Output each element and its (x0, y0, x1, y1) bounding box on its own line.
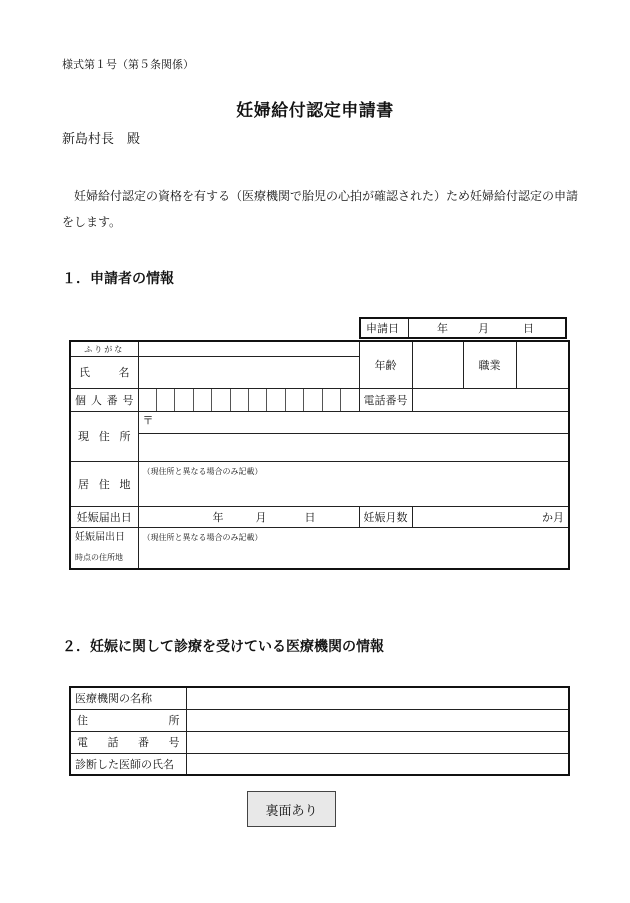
notice-address-label-line1: 妊娠届出日 (75, 531, 125, 543)
form-number: 様式第１号（第５条関係） (62, 58, 194, 71)
current-address-label-cell (70, 411, 138, 461)
months-unit: か月 (542, 510, 564, 524)
application-date-label: 申請日 (361, 319, 409, 337)
pregnancy-months-label: 妊娠月数 (359, 506, 412, 527)
facility-address-input[interactable] (186, 709, 569, 731)
facility-phone-input[interactable] (186, 731, 569, 753)
name-label-char: 氏 (79, 366, 90, 379)
month-unit: 月 (478, 322, 489, 335)
doctor-name-label: 診断した医師の氏名 (70, 753, 186, 775)
postal-mark: 〒 (142, 413, 154, 427)
label-char: 住 (98, 477, 110, 491)
furigana-input[interactable] (138, 341, 359, 356)
name-label-char: 名 (118, 366, 130, 379)
notice-address-input[interactable] (138, 527, 569, 569)
notice-address-note: （現住所と異なる場合のみ記載） (142, 532, 263, 542)
name-input[interactable] (138, 356, 359, 388)
back-side-button[interactable]: 裏面あり (247, 791, 336, 827)
year-unit: 年 (212, 510, 224, 524)
facility-phone-label-cell (70, 731, 186, 753)
label-char: 所 (168, 714, 180, 727)
pregnancy-notice-date-input[interactable] (138, 506, 359, 527)
label-char: 地 (119, 477, 131, 491)
age-input[interactable] (412, 341, 463, 388)
section-heading-medical: ２．妊娠に関して診療を受けている医療機関の情報 (62, 639, 384, 655)
postal-code-input[interactable] (138, 411, 569, 433)
label-char: 住 (98, 430, 110, 443)
individual-number-label-cell (70, 388, 138, 411)
day-unit: 日 (523, 322, 534, 335)
residence-input[interactable] (138, 461, 569, 506)
applicant-info-table (69, 340, 570, 570)
page-title: 妊婦給付認定申請書 (236, 101, 394, 121)
pregnancy-months-input[interactable] (412, 506, 569, 527)
furigana-label: ふりがな (84, 345, 125, 355)
occupation-input[interactable] (516, 341, 569, 388)
name-label-cell (70, 356, 138, 388)
medical-institution-table (69, 686, 570, 776)
label-char: 番 (106, 393, 118, 407)
notice-address-label-cell (70, 527, 138, 569)
label-char: 番 (138, 736, 149, 749)
label-char: 人 (90, 393, 102, 407)
label-char: 個 (75, 393, 86, 407)
residence-label-cell (70, 461, 138, 506)
individual-number-input[interactable] (138, 388, 359, 411)
label-char: 話 (107, 736, 119, 749)
application-date-box (359, 317, 567, 339)
occupation-label: 職業 (463, 341, 516, 388)
label-char: 居 (78, 477, 89, 491)
month-unit: 月 (255, 510, 267, 524)
section-heading-applicant: １．申請者の情報 (62, 271, 174, 287)
doctor-name-input[interactable] (186, 753, 569, 775)
age-label: 年齢 (359, 341, 412, 388)
label-char: 号 (122, 393, 134, 407)
phone-input[interactable] (412, 388, 569, 411)
label-char: 電 (77, 736, 88, 749)
day-unit: 日 (304, 510, 316, 524)
label-char: 住 (77, 714, 88, 727)
addressee: 新島村長 殿 (62, 132, 141, 147)
label-char: 現 (78, 430, 89, 443)
phone-label: 電話番号 (359, 388, 412, 411)
notice-address-label-line2: 時点の住所地 (75, 552, 123, 562)
current-address-input[interactable] (138, 433, 569, 461)
label-char: 所 (119, 430, 131, 443)
pregnancy-notice-date-label: 妊娠届出日 (70, 506, 138, 527)
furigana-label-cell (70, 341, 138, 356)
label-char: 号 (168, 736, 180, 749)
facility-name-label: 医療機関の名称 (70, 687, 186, 709)
residence-note: （現住所と異なる場合のみ記載） (142, 466, 263, 476)
facility-name-input[interactable] (186, 687, 569, 709)
facility-address-label-cell (70, 709, 186, 731)
intro-text: 妊婦給付認定の資格を有する（医療機関で胎児の心拍が確認された）ため妊婦給付認定の申請をします。 (62, 189, 579, 229)
year-unit: 年 (437, 322, 448, 335)
